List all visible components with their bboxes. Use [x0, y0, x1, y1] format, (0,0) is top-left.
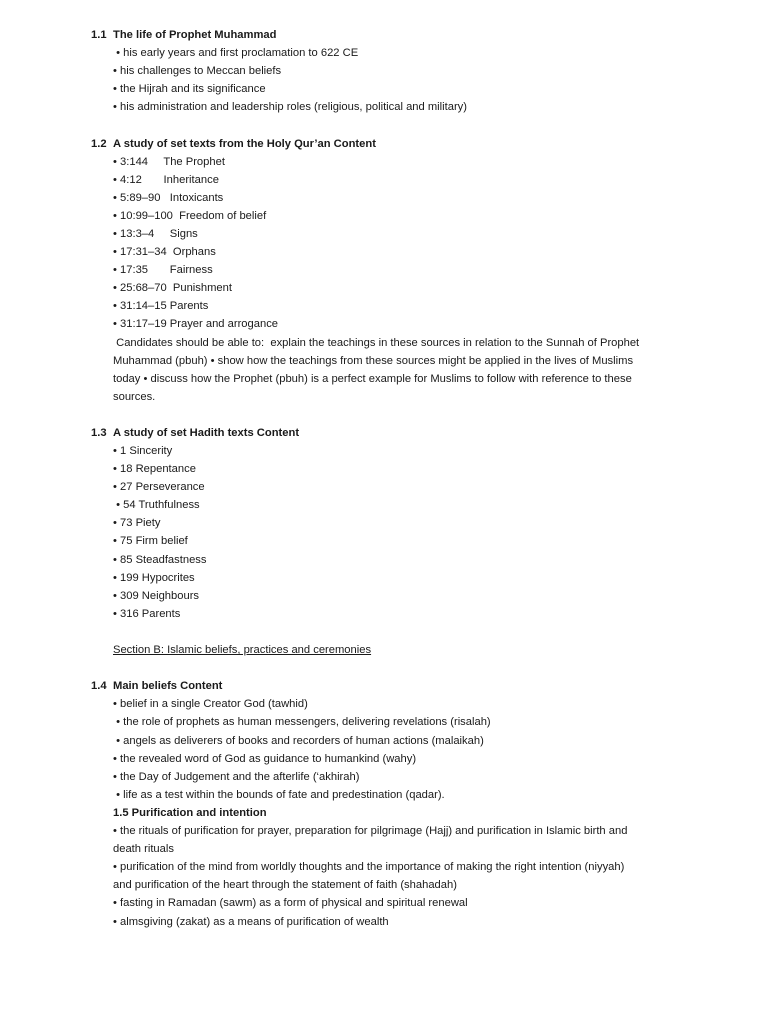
section-title: Main beliefs Content: [113, 680, 223, 692]
list-item: • 17:31–34 Orphans: [113, 246, 216, 258]
list-item: • 199 Hypocrites: [113, 572, 195, 584]
section-1-2-heading: [91, 137, 376, 151]
paragraph-line: and purification of the heart through the statement of faith (shahadah): [113, 879, 457, 891]
list-item: • angels as deliverers of books and recorders of human actions (malaikah): [113, 735, 484, 747]
list-item: • life as a test within the bounds of fate and predestination (qadar).: [113, 789, 445, 801]
list-item: • the Hijrah and its significance: [113, 83, 266, 95]
list-item: • 27 Perseverance: [113, 481, 205, 493]
section-title: A study of set Hadith texts Content: [113, 427, 300, 439]
list-item: • 3:144 The Prophet: [113, 156, 225, 168]
list-item: • 73 Piety: [113, 517, 161, 529]
paragraph-line: • purification of the mind from worldly thoughts and the importance of making the right intention (niyyah): [113, 861, 625, 873]
list-item: • 31:17–19 Prayer and arrogance: [113, 318, 279, 330]
list-item: • the Day of Judgement and the afterlife (‘akhirah): [113, 771, 360, 783]
section-number: 1.1: [91, 29, 107, 41]
list-item: • 25:68–70 Punishment: [113, 282, 232, 294]
list-item: • the role of prophets as human messengers, delivering revelations (risalah): [113, 716, 491, 728]
paragraph-line: Candidates should be able to: explain the teachings in these sources in relation to the Sunnah of Prophet: [113, 337, 640, 349]
section-1-4-heading: [91, 679, 222, 693]
list-item: • 13:3–4 Signs: [113, 228, 198, 240]
section-number: 1.4: [91, 680, 107, 692]
section-number: 1.3: [91, 427, 107, 439]
list-item: • 31:14–15 Parents: [113, 300, 209, 312]
list-item: • 75 Firm belief: [113, 535, 188, 547]
list-item: • 85 Steadfastness: [113, 554, 207, 566]
section-title: A study of set texts from the Holy Qur’an Content: [113, 138, 376, 150]
section-number: 1.2: [91, 138, 107, 150]
paragraph-line: • the rituals of purification for prayer, preparation for pilgrimage (Hajj) and purification in Islamic birth and: [113, 825, 628, 837]
paragraph-line: • fasting in Ramadan (sawm) as a form of physical and spiritual renewal: [113, 897, 468, 909]
list-item: • the revealed word of God as guidance to humankind (wahy): [113, 753, 417, 765]
list-item: • his early years and first proclamation to 622 CE: [113, 47, 359, 59]
section-1-3-heading: [91, 426, 299, 440]
paragraph-line: Muhammad (pbuh) • show how the teachings from these sources might be applied in the lives of Muslims: [113, 355, 634, 367]
paragraph-line: • almsgiving (zakat) as a means of purification of wealth: [113, 916, 389, 928]
list-item: • 1 Sincerity: [113, 445, 173, 457]
list-item: • 18 Repentance: [113, 463, 196, 475]
paragraph-line: sources.: [113, 391, 156, 403]
list-item: • his challenges to Meccan beliefs: [113, 65, 282, 77]
list-item: • belief in a single Creator God (tawhid): [113, 698, 308, 710]
section-title: The life of Prophet Muhammad: [113, 29, 277, 41]
paragraph-line: death rituals: [113, 843, 174, 855]
list-item: • 5:89–90 Intoxicants: [113, 192, 224, 204]
list-item: • 316 Parents: [113, 608, 181, 620]
list-item: • 309 Neighbours: [113, 590, 200, 602]
list-item: • 10:99–100 Freedom of belief: [113, 210, 267, 222]
paragraph-line: today • discuss how the Prophet (pbuh) is a perfect example for Muslims to follow with reference to these: [113, 373, 632, 385]
list-item: • 4:12 Inheritance: [113, 174, 219, 186]
list-item: • 17:35 Fairness: [113, 264, 213, 276]
section-1-5-heading: 1.5 Purification and intention: [113, 807, 267, 819]
list-item: • his administration and leadership roles (religious, political and military): [113, 101, 467, 113]
section-1-1-heading: [91, 28, 276, 42]
section-b-heading: Section B: Islamic beliefs, practices and ceremonies: [113, 644, 372, 656]
list-item: • 54 Truthfulness: [113, 499, 200, 511]
